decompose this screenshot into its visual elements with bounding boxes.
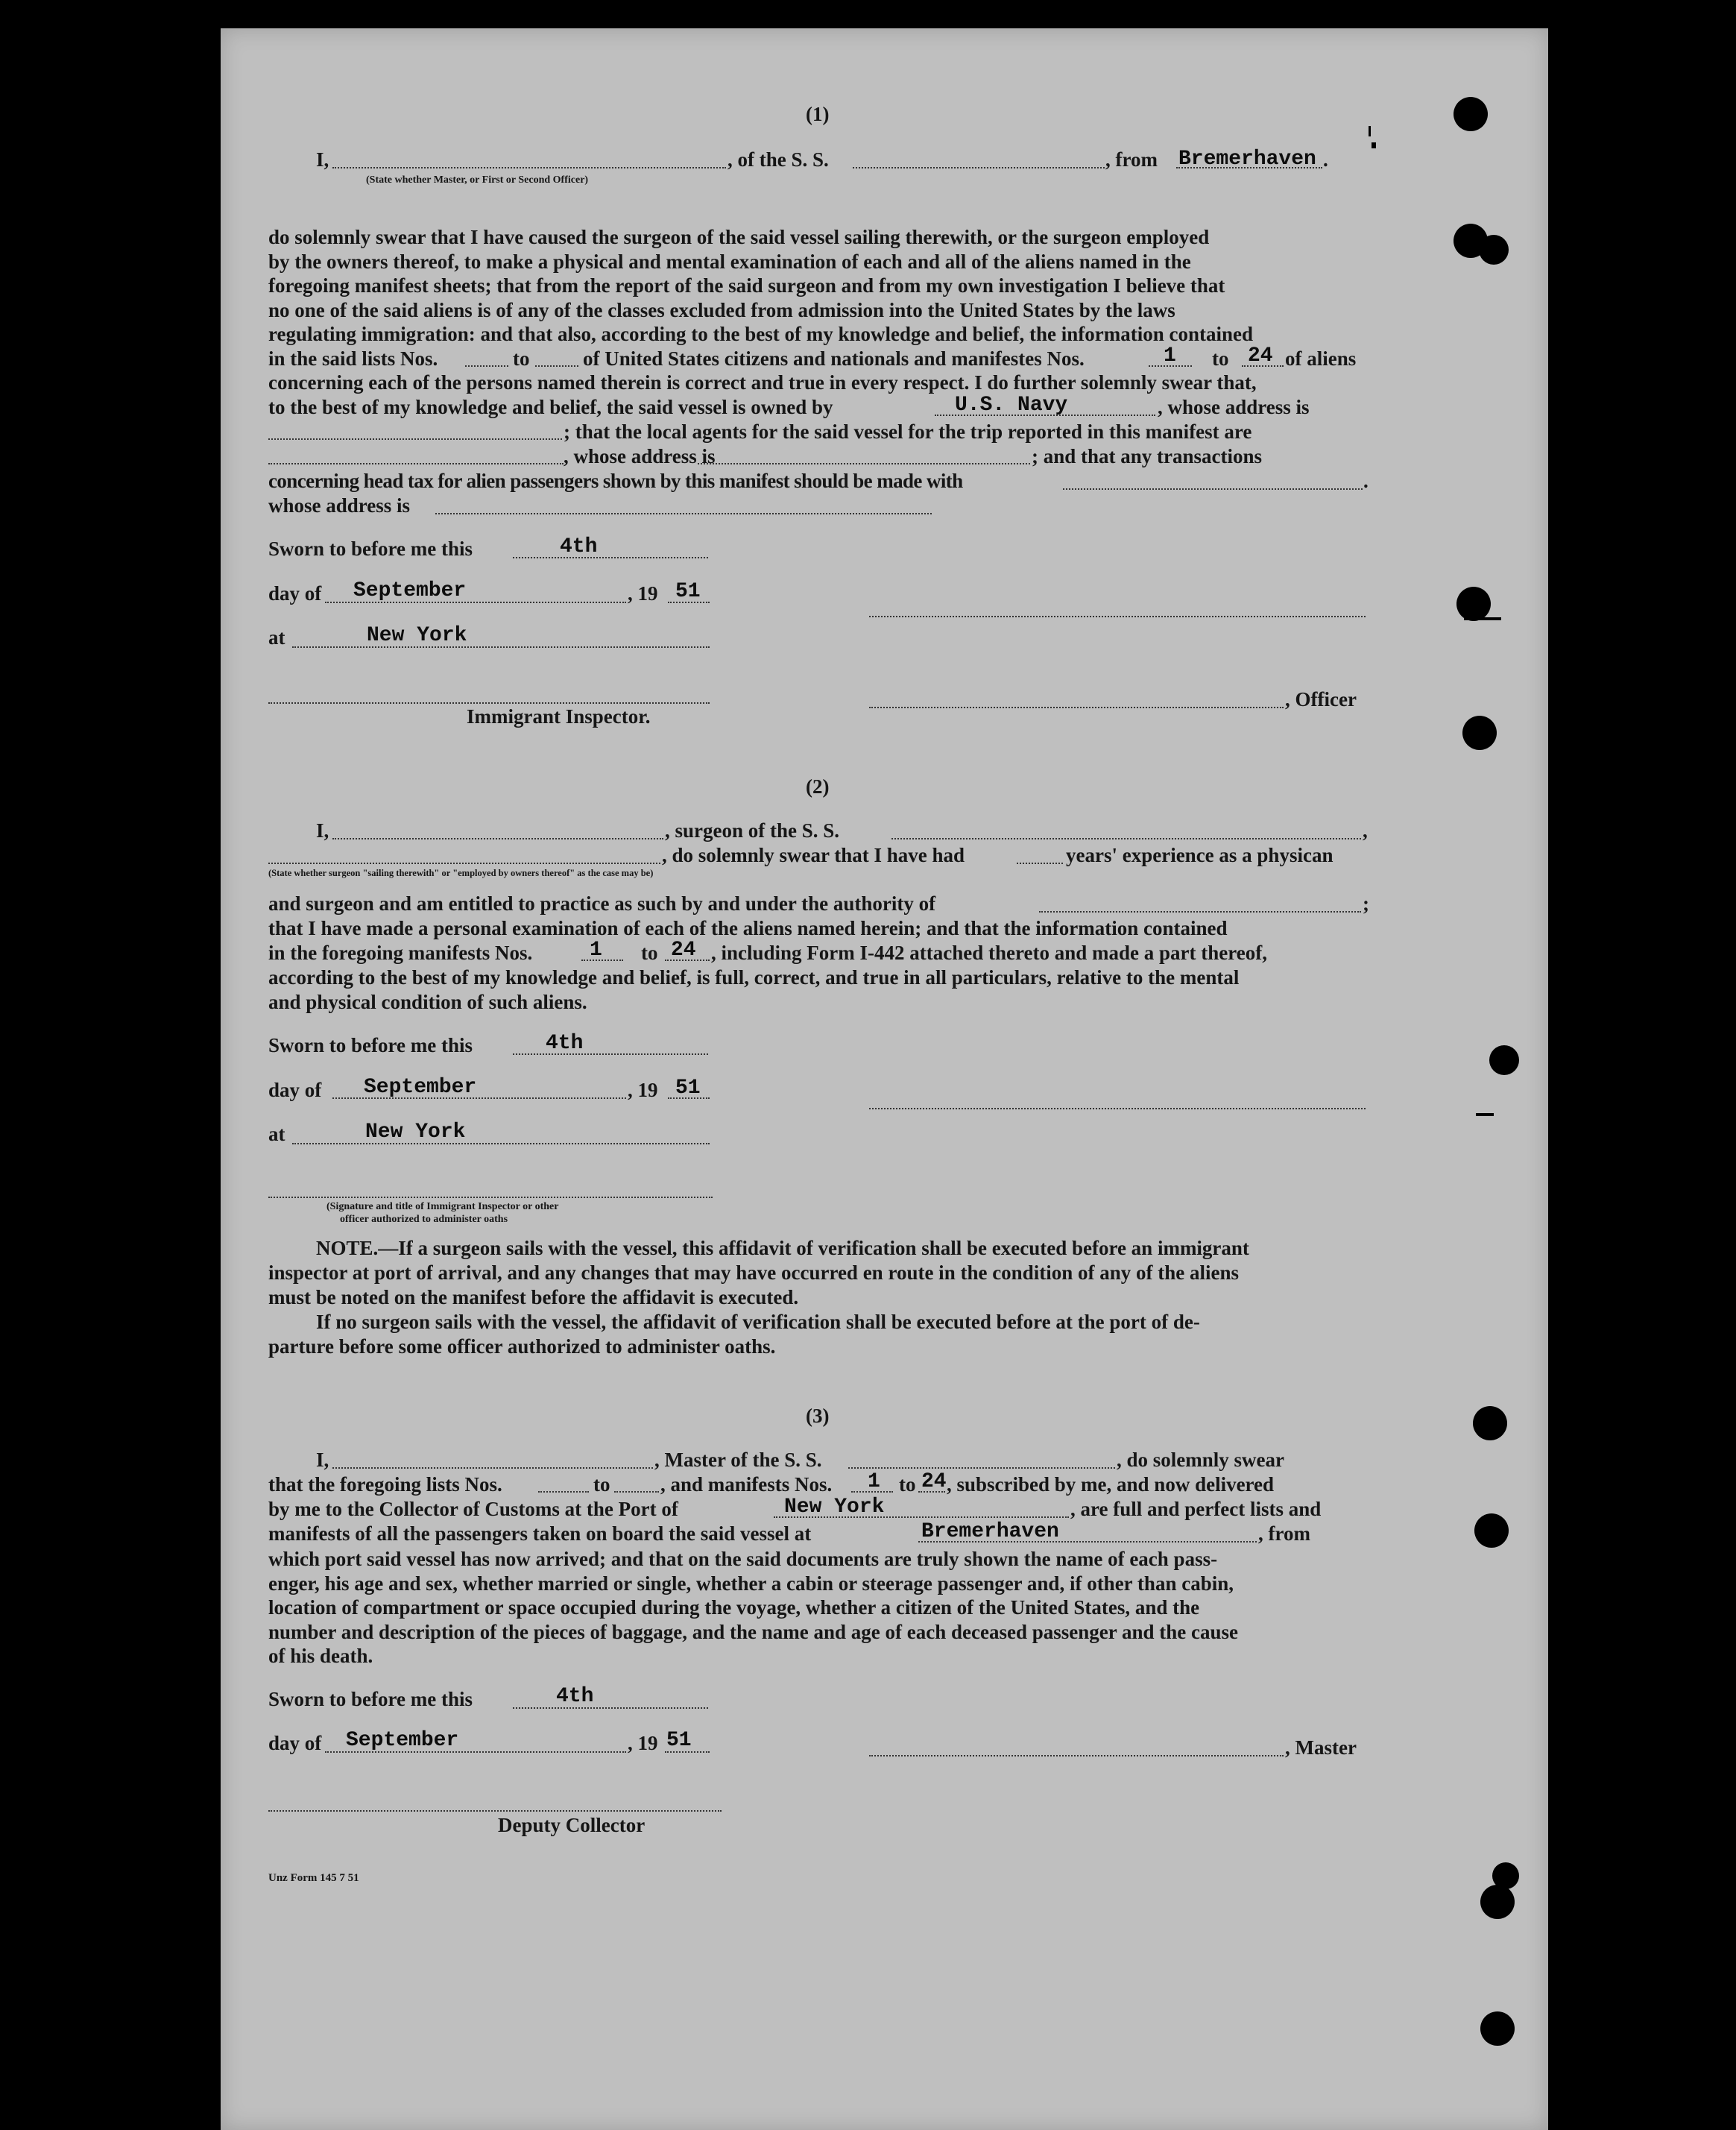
surgeon-note: (State whether surgeon "sailing therewith" or "employed by owners thereof" as the case may be) bbox=[268, 868, 654, 878]
at-2: at bbox=[268, 1123, 285, 1145]
head-tax-label: concerning head tax for alien passengers shown by this manifest should be made with bbox=[268, 470, 963, 492]
port-suffix: , are full and perfect lists and bbox=[1070, 1498, 1322, 1520]
year-line-1 bbox=[668, 602, 710, 603]
board-line bbox=[918, 1541, 1257, 1543]
year-2: 51 bbox=[675, 1077, 701, 1100]
lists-label: in the said lists Nos. bbox=[268, 347, 438, 370]
agents-address-line bbox=[698, 463, 1030, 464]
s2-body1: that I have made a personal examination of each of the aliens named herein; and that the information contained bbox=[268, 917, 1228, 939]
manifest-to-line bbox=[1242, 365, 1284, 367]
binder-hole bbox=[1453, 97, 1488, 131]
from-label: , from bbox=[1105, 148, 1158, 171]
place-line-2 bbox=[292, 1143, 710, 1144]
owned-label: to the best of my knowledge and belief, the said vessel is owned by bbox=[268, 396, 833, 418]
binder-hole bbox=[1462, 716, 1497, 750]
of-ss-label: , of the S. S. bbox=[727, 148, 829, 171]
month-line-3 bbox=[325, 1751, 626, 1753]
speck bbox=[1369, 126, 1371, 136]
surgeon-of-label: , surgeon of the S. S. bbox=[665, 819, 840, 842]
s2-body2: according to the best of my knowledge and belief, is full, correct, and true in all particulars, relative to the mental bbox=[268, 966, 1240, 989]
place-line-1 bbox=[292, 646, 710, 648]
day-of-1: day of bbox=[268, 582, 322, 605]
sworn-day-1: 4th bbox=[560, 535, 598, 558]
sworn-day-3: 4th bbox=[556, 1685, 594, 1708]
officer-name-line bbox=[332, 167, 726, 168]
year-3: 51 bbox=[666, 1729, 692, 1752]
s1-line: foregoing manifest sheets; that from the report of the said surgeon and from my own investigation I believe that bbox=[268, 274, 1225, 297]
s3-lists-from-line bbox=[538, 1491, 589, 1493]
section-1-i: I, bbox=[316, 148, 329, 171]
sworn-label-1: Sworn to before me this bbox=[268, 538, 473, 560]
port-label: by me to the Collector of Customs at the Port of bbox=[268, 1498, 678, 1520]
of-aliens: of aliens bbox=[1285, 347, 1357, 370]
section-1-body bbox=[268, 225, 1368, 347]
manifest-to: 24 bbox=[1248, 344, 1273, 368]
sworn-day-line-1 bbox=[513, 557, 708, 558]
inspector-line-1 bbox=[268, 702, 710, 704]
years-line bbox=[1017, 863, 1063, 864]
master-vessel-line bbox=[848, 1467, 1115, 1469]
note-line-4: If no surgeon sails with the vessel, the affidavit of verification shall be executed before at the port of de- bbox=[316, 1311, 1200, 1333]
inspector-line-2 bbox=[268, 1197, 713, 1198]
inspector-label-1: Immigrant Inspector. bbox=[467, 705, 651, 728]
s3-lists-label: that the foregoing lists Nos. bbox=[268, 1473, 502, 1496]
s3-line: enger, his age and sex, whether married or single, whether a cabin or steerage passenger and, if other than cabin, bbox=[268, 1572, 1234, 1595]
s2-body3: and physical condition of such aliens. bbox=[268, 991, 587, 1013]
binder-hole bbox=[1489, 1045, 1519, 1075]
manifest-from-line bbox=[1149, 365, 1192, 367]
surgeon-vessel-line bbox=[891, 838, 1361, 839]
port-line bbox=[774, 1516, 1069, 1518]
s2-manifests-label: in the foregoing manifests Nos. bbox=[268, 942, 533, 964]
s2-manifest-to-line bbox=[665, 960, 710, 961]
signature-line-1 bbox=[869, 616, 1366, 617]
from-period: . bbox=[1323, 148, 1328, 171]
section-3-number: (3) bbox=[806, 1405, 830, 1427]
master-name-line bbox=[332, 1467, 653, 1469]
binder-hole bbox=[1473, 1406, 1507, 1440]
sworn-day-line-2 bbox=[513, 1053, 708, 1055]
s1-line: regulating immigration: and that also, according to the best of my knowledge and belief, the information contained bbox=[268, 323, 1253, 346]
head-tax-line bbox=[1063, 488, 1363, 490]
speck bbox=[1464, 617, 1501, 620]
sworn-label-2: Sworn to before me this bbox=[268, 1034, 473, 1056]
year-prefix-2: , 19 bbox=[628, 1079, 658, 1101]
agents-label: ; that the local agents for the said vessel for the trip reported in this manifest are bbox=[564, 420, 1252, 443]
s3-manifest-from-line bbox=[851, 1491, 893, 1493]
board-label: manifests of all the passengers taken on board the said vessel at bbox=[268, 1522, 812, 1545]
swear-experience-label: , do solemnly swear that I have had bbox=[662, 844, 965, 866]
surgeon-name-line bbox=[332, 838, 663, 839]
section-3-body bbox=[268, 1547, 1368, 1669]
binder-hole bbox=[1480, 2011, 1515, 2046]
sig-note-1: (Signature and title of Immigrant Inspector or other bbox=[326, 1201, 559, 1212]
s2-manifest-to-label: to bbox=[641, 942, 658, 964]
vessel-name-line bbox=[853, 167, 1105, 168]
owner-address-label: , whose address is bbox=[1158, 396, 1310, 418]
section-2-i: I, bbox=[316, 819, 329, 842]
month-3: September bbox=[346, 1729, 459, 1752]
officer-note: (State whether Master, or First or Second Officer) bbox=[366, 174, 589, 186]
s2-manifest-from-line bbox=[581, 960, 623, 961]
s3-line: number and description of the pieces of baggage, and the name and age of each deceased passenger and the cause bbox=[268, 1620, 1239, 1643]
collector-line bbox=[268, 1810, 722, 1812]
binder-hole bbox=[1479, 235, 1509, 265]
s3-lists-to: to bbox=[593, 1473, 610, 1496]
master-signature-line bbox=[869, 1755, 1284, 1756]
lists-from-line bbox=[465, 365, 508, 367]
officer-label: , Officer bbox=[1285, 688, 1357, 710]
place-1: New York bbox=[367, 624, 467, 647]
experience-label: years' experience as a physican bbox=[1066, 844, 1333, 866]
s3-line: location of compartment or space occupied during the voyage, whether a citizen of the United States, and the bbox=[268, 1596, 1200, 1619]
s2-form-label: , including Form I-442 attached thereto and made a part thereof, bbox=[711, 942, 1267, 964]
master-swear-label: , do solemnly swear bbox=[1117, 1449, 1284, 1471]
s3-manifest-to: 24 bbox=[921, 1470, 947, 1493]
s1-line: do solemnly swear that I have caused the surgeon of the said vessel sailing therewith, or the surgeon employed bbox=[268, 226, 1210, 248]
year-1: 51 bbox=[675, 580, 701, 603]
month-line-1 bbox=[325, 602, 626, 603]
manifest-to-label: to bbox=[1212, 347, 1229, 370]
sworn-label-3: Sworn to before me this bbox=[268, 1688, 473, 1710]
authority-label: and surgeon and am entitled to practice as such by and under the authority of bbox=[268, 892, 936, 915]
note-line-2: inspector at port of arrival, and any changes that may have occurred en route in the condition of any of the aliens bbox=[268, 1261, 1239, 1284]
signature-line-2 bbox=[869, 1108, 1366, 1109]
year-prefix-1: , 19 bbox=[628, 582, 658, 605]
agents-line bbox=[268, 463, 564, 464]
month-1: September bbox=[353, 579, 467, 602]
owner-line bbox=[935, 415, 1155, 416]
authority-semicolon: ; bbox=[1363, 892, 1369, 915]
sworn-day-2: 4th bbox=[546, 1032, 584, 1055]
board-port: Bremerhaven bbox=[921, 1520, 1059, 1543]
binder-hole bbox=[1456, 587, 1491, 621]
whose-address-label-2: whose address is bbox=[268, 494, 411, 517]
from-line bbox=[1176, 167, 1322, 168]
note-line-5: parture before some officer authorized to administer oaths. bbox=[268, 1335, 776, 1358]
master-label: , Master bbox=[1285, 1736, 1357, 1759]
head-tax-address-line bbox=[435, 513, 932, 514]
s1-line: no one of the said aliens is of any of the classes excluded from admission into the United States by the laws bbox=[268, 298, 1175, 321]
year-prefix-3: , 19 bbox=[628, 1732, 658, 1754]
form-id: Unz Form 145 7 51 bbox=[268, 1872, 359, 1884]
collector-label: Deputy Collector bbox=[498, 1814, 646, 1836]
from-port: Bremerhaven bbox=[1178, 148, 1316, 171]
day-of-2: day of bbox=[268, 1079, 322, 1101]
s3-manifest-from: 1 bbox=[868, 1470, 880, 1493]
master-of-label: , Master of the S. S. bbox=[654, 1449, 822, 1471]
s3-lists-to-line bbox=[614, 1491, 659, 1493]
board-suffix: , from bbox=[1258, 1522, 1310, 1545]
month-line-2 bbox=[332, 1097, 626, 1099]
owner-address-line bbox=[268, 438, 562, 440]
speck bbox=[1476, 1113, 1494, 1116]
lists-to-line bbox=[535, 365, 578, 367]
note-line-3: must be noted on the manifest before the affidavit is executed. bbox=[268, 1286, 799, 1308]
binder-hole bbox=[1480, 1885, 1515, 1919]
s3-line: of his death. bbox=[268, 1645, 373, 1668]
day-of-3: day of bbox=[268, 1732, 322, 1754]
s1-body2: concerning each of the persons named therein is correct and true in every respect. I do further solemnly swear that, bbox=[268, 371, 1257, 394]
lists-citizens: of United States citizens and nationals and manifestes Nos. bbox=[583, 347, 1085, 370]
officer-line bbox=[869, 707, 1284, 708]
transactions-label: ; and that any transactions bbox=[1032, 445, 1263, 467]
at-1: at bbox=[268, 626, 285, 649]
sig-note-2: officer authorized to administer oaths bbox=[340, 1214, 508, 1225]
s3-manifest-to-label: to bbox=[899, 1473, 916, 1496]
head-tax-period: . bbox=[1363, 470, 1369, 492]
lists-to: to bbox=[513, 347, 530, 370]
sworn-day-line-3 bbox=[513, 1707, 708, 1709]
authority-line bbox=[1039, 911, 1361, 913]
surgeon-status-line bbox=[268, 863, 660, 864]
month-2: September bbox=[364, 1076, 477, 1099]
owner-value: U.S. Navy bbox=[955, 394, 1068, 417]
port-value: New York bbox=[784, 1496, 885, 1519]
s3-manifest-to-line bbox=[918, 1491, 945, 1493]
year-line-3 bbox=[665, 1751, 710, 1753]
s1-line: by the owners thereof, to make a physical and mental examination of each and all of the aliens named in the bbox=[268, 250, 1191, 273]
binder-hole bbox=[1474, 1513, 1509, 1548]
note-line-1: NOTE.—If a surgeon sails with the vessel, this affidavit of verification shall be executed before an immigrant bbox=[316, 1237, 1249, 1259]
place-2: New York bbox=[365, 1121, 466, 1144]
s3-subscribed-label: , subscribed by me, and now delivered bbox=[947, 1473, 1275, 1496]
section-1-number: (1) bbox=[806, 103, 830, 125]
agents-address-label: , whose address is bbox=[564, 445, 716, 467]
s2-manifest-to: 24 bbox=[671, 939, 696, 962]
s2-manifest-from: 1 bbox=[590, 939, 602, 962]
manifest-from: 1 bbox=[1164, 344, 1176, 368]
s3-line: which port said vessel has now arrived; and that on the said documents are truly shown the name of each pass- bbox=[268, 1548, 1218, 1570]
surgeon-comma: , bbox=[1363, 819, 1368, 842]
section-2-number: (2) bbox=[806, 775, 830, 798]
speck bbox=[1372, 142, 1376, 148]
form-page bbox=[221, 28, 1548, 2130]
s3-manifests-label: , and manifests Nos. bbox=[660, 1473, 833, 1496]
section-3-i: I, bbox=[316, 1449, 329, 1471]
year-line-2 bbox=[668, 1097, 710, 1099]
